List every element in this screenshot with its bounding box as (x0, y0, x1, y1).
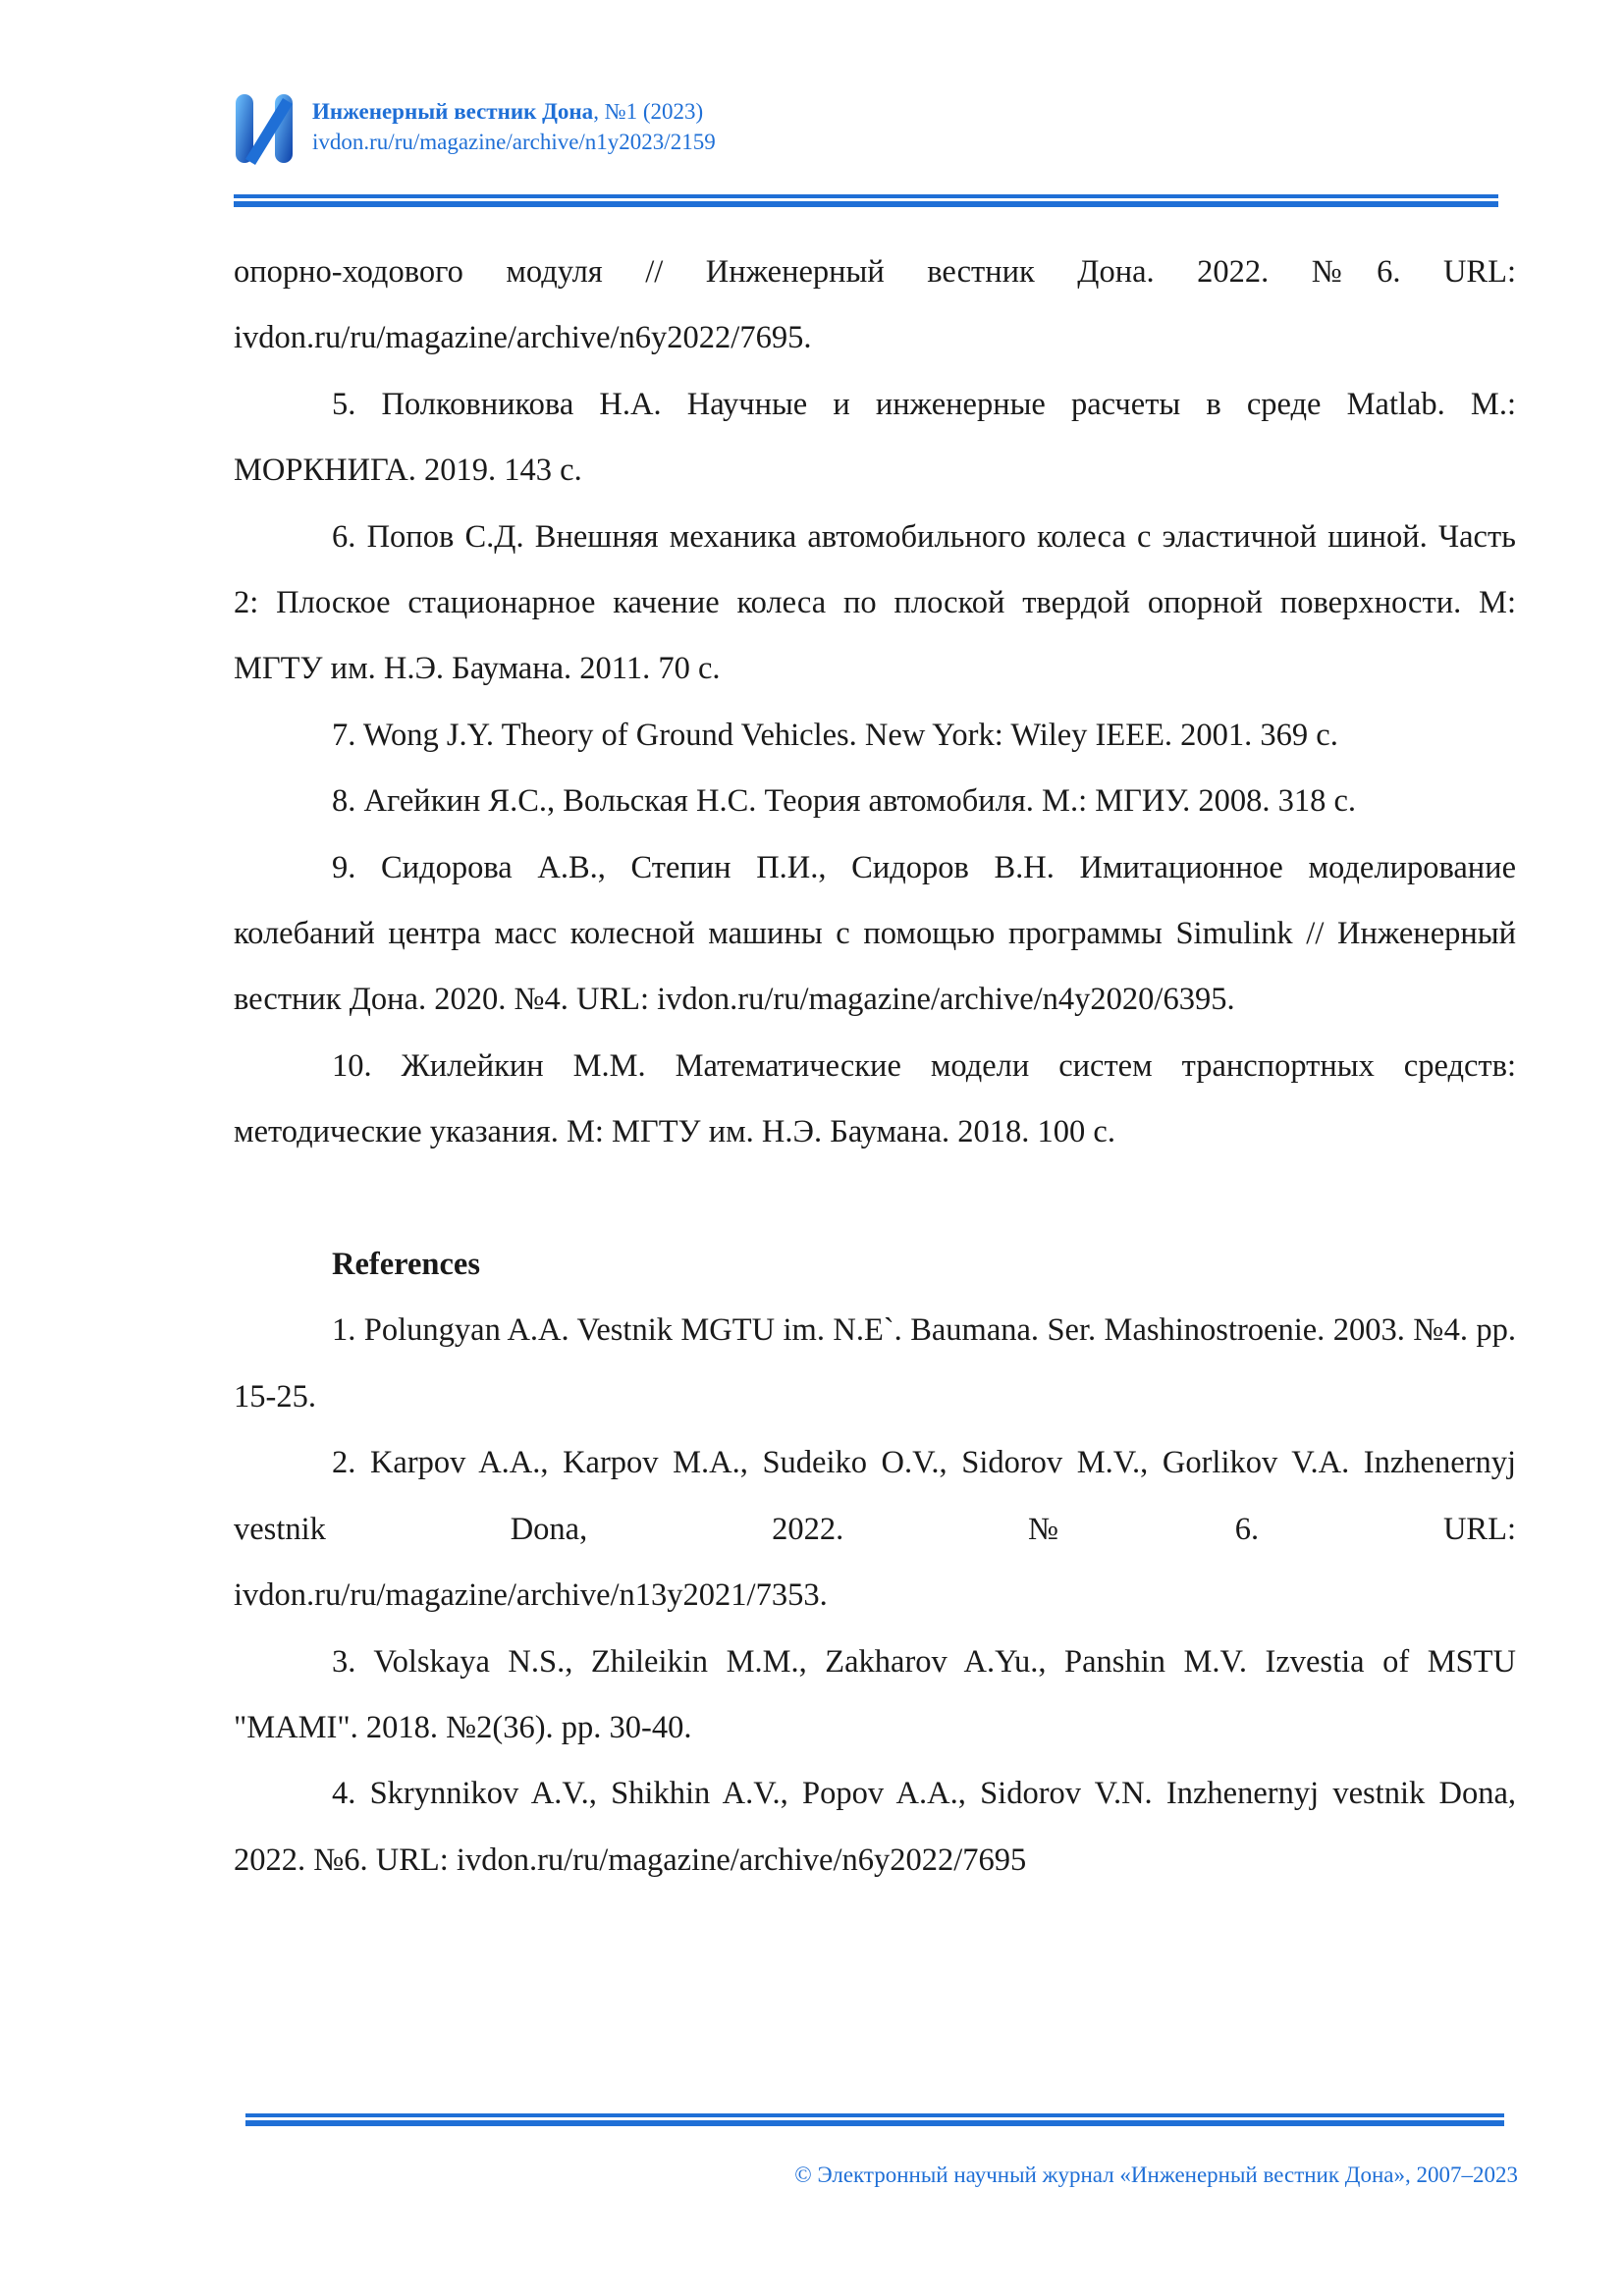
reference-item: 4. Skrynnikov A.V., Shikhin A.V., Popov A.A., Sidorov V.N. Inzhenernyj vestnik Dona, 2022. №6. URL: ivdon.ru/ru/magazine/archive/n6y2022/7695 (234, 1776, 1516, 1878)
references-content (234, 240, 1516, 1894)
reference-item: 9. Сидорова А.В., Степин П.И., Сидоров В.Н. Имитационное моделирование колебаний центра масс колесной машины с помощью программы Simulink // Инженерный вестник Дона. 2020. №4. URL: ivdon.ru/ru/magazine/archive/n4y2020/6395. (234, 849, 1516, 1018)
reference-item: 6. Попов С.Д. Внешняя механика автомобильного колеса с эластичной шиной. Часть 2: Плоское стационарное качение колеса по плоской твердой опорной поверхности. М: МГТУ им. Н.Э. Баумана. 2011. 70 с. (234, 518, 1516, 687)
header-divider (234, 194, 1498, 208)
footer-divider (245, 2113, 1504, 2127)
header-text (312, 96, 716, 157)
copyright-footer: © Электронный научный журнал «Инженерный вестник Дона», 2007–2023 (794, 2163, 1518, 2187)
journal-logo-icon (234, 86, 295, 171)
journal-issue: , №1 (2023) (593, 99, 704, 124)
header-title-line (312, 96, 716, 127)
references-heading: References (332, 1247, 480, 1283)
reference-item: 2. Karpov A.A., Karpov M.A., Sudeiko O.V., Sidorov M.V., Gorlikov V.A. Inzhenernyj vestnik Dona, 2022. №6. URL: (234, 1445, 1516, 1547)
article-url: ivdon.ru/ru/magazine/archive/n1y2023/2159 (312, 130, 716, 154)
reference-item-continuation: ivdon.ru/ru/magazine/archive/n13y2021/7353. (234, 1577, 828, 1614)
reference-item: опорно-ходового модуля // Инженерный вестник Дона. 2022. №6. URL: ivdon.ru/ru/magazine/archive/n6y2022/7695. (234, 254, 1516, 356)
reference-item: 7. Wong J.Y. Theory of Ground Vehicles. New York: Wiley IEEE. 2001. 369 с. (332, 717, 1338, 753)
reference-item: 5. Полковникова Н.А. Научные и инженерные расчеты в среде Matlab. М.: МОРКНИГА. 2019. 143 с. (234, 386, 1516, 489)
reference-item: 1. Polungyan A.A. Vestnik MGTU im. N.E`. Baumana. Ser. Mashinostroenie. 2003. №4. pp. 15-25. (234, 1312, 1516, 1415)
journal-title: Инженерный вестник Дона (312, 99, 594, 124)
reference-item: 10. Жилейкин М.М. Математические модели систем транспортных средств: методические указания. М: МГТУ им. Н.Э. Баумана. 2018. 100 с. (234, 1047, 1516, 1150)
reference-item: 8. Агейкин Я.С., Вольская Н.С. Теория автомобиля. М.: МГИУ. 2008. 318 с. (332, 783, 1357, 820)
reference-item: 3. Volskaya N.S., Zhileikin M.M., Zakharov A.Yu., Panshin M.V. Izvestia of MSTU "MAMI". 2018. №2(36). pp. 30-40. (234, 1643, 1516, 1745)
page-header (234, 86, 1510, 175)
